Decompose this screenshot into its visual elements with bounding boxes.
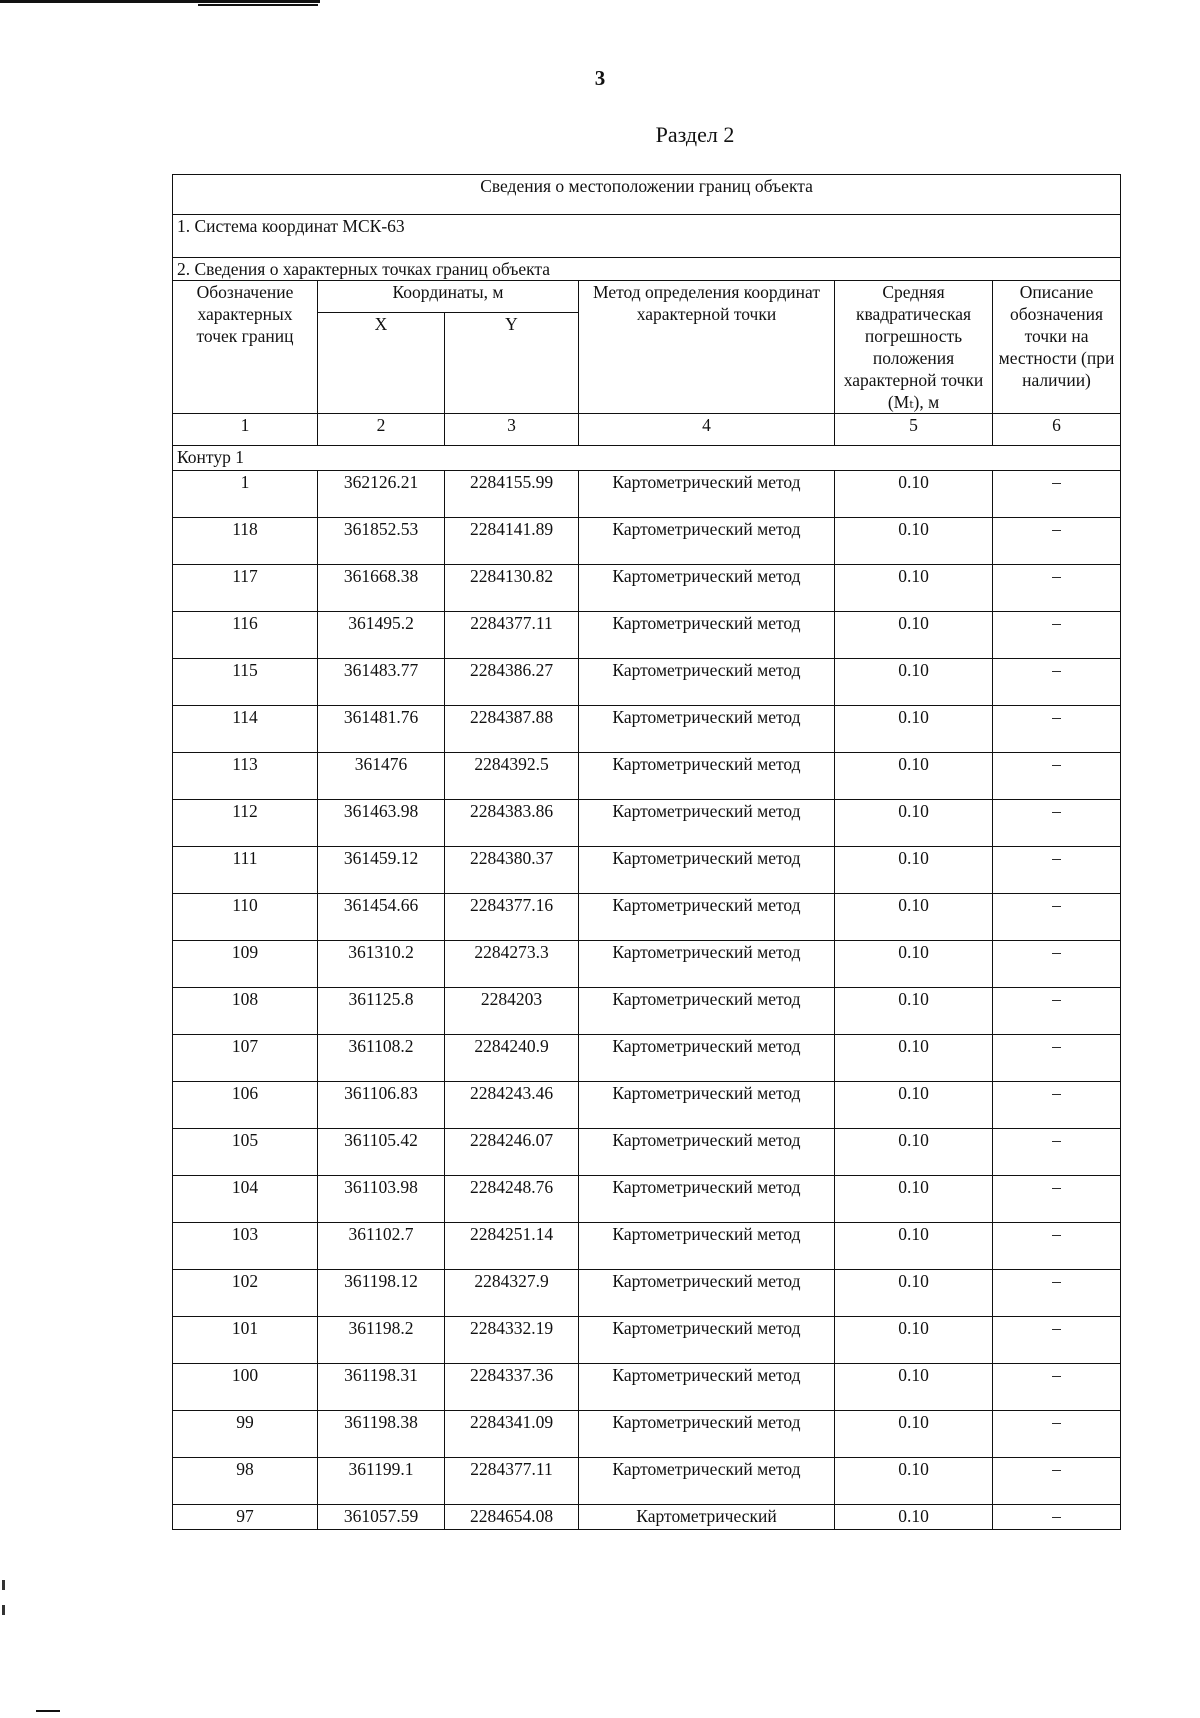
coord-y: 2284377.16 bbox=[445, 894, 579, 941]
mean-error: 0.10 bbox=[835, 1364, 993, 1411]
mean-error: 0.10 bbox=[835, 1035, 993, 1082]
point-description: – bbox=[993, 565, 1121, 612]
table-row bbox=[173, 518, 1121, 565]
coord-y: 2284654.08 bbox=[445, 1505, 579, 1530]
method: Картометрический метод bbox=[579, 847, 835, 894]
method: Картометрический метод bbox=[579, 565, 835, 612]
coord-x: 361198.31 bbox=[318, 1364, 445, 1411]
point-designation: 97 bbox=[173, 1505, 318, 1530]
point-description: – bbox=[993, 753, 1121, 800]
coord-x: 361483.77 bbox=[318, 659, 445, 706]
coord-x: 361495.2 bbox=[318, 612, 445, 659]
table-row bbox=[173, 471, 1121, 518]
point-designation: 108 bbox=[173, 988, 318, 1035]
mean-error: 0.10 bbox=[835, 565, 993, 612]
column-number: 4 bbox=[579, 414, 835, 446]
header-x: X bbox=[318, 313, 445, 414]
point-description: – bbox=[993, 1129, 1121, 1176]
column-number: 2 bbox=[318, 414, 445, 446]
table-row bbox=[173, 1082, 1121, 1129]
point-designation: 111 bbox=[173, 847, 318, 894]
coord-y: 2284246.07 bbox=[445, 1129, 579, 1176]
boundary-points-table bbox=[172, 174, 1121, 1530]
mean-error: 0.10 bbox=[835, 706, 993, 753]
point-description: – bbox=[993, 612, 1121, 659]
coord-x: 361476 bbox=[318, 753, 445, 800]
mean-error: 0.10 bbox=[835, 1223, 993, 1270]
mean-error: 0.10 bbox=[835, 471, 993, 518]
header-coordinates: Координаты, м bbox=[318, 281, 579, 313]
point-designation: 118 bbox=[173, 518, 318, 565]
point-description: – bbox=[993, 1176, 1121, 1223]
coord-x: 361668.38 bbox=[318, 565, 445, 612]
mean-error: 0.10 bbox=[835, 1505, 993, 1530]
coord-x: 361481.76 bbox=[318, 706, 445, 753]
coord-y: 2284243.46 bbox=[445, 1082, 579, 1129]
coord-x: 361198.38 bbox=[318, 1411, 445, 1458]
coord-x: 361310.2 bbox=[318, 941, 445, 988]
point-description: – bbox=[993, 894, 1121, 941]
method: Картометрический метод bbox=[579, 612, 835, 659]
table-title: Сведения о местоположении границ объекта bbox=[173, 175, 1121, 215]
point-description: – bbox=[993, 1082, 1121, 1129]
mean-error: 0.10 bbox=[835, 1458, 993, 1505]
point-designation: 99 bbox=[173, 1411, 318, 1458]
table-row bbox=[173, 847, 1121, 894]
point-designation: 1 bbox=[173, 471, 318, 518]
method: Картометрический bbox=[579, 1505, 835, 1530]
table-row bbox=[173, 1035, 1121, 1082]
point-description: – bbox=[993, 1505, 1121, 1530]
column-number: 5 bbox=[835, 414, 993, 446]
point-description: – bbox=[993, 941, 1121, 988]
table-row bbox=[173, 1505, 1121, 1530]
point-designation: 116 bbox=[173, 612, 318, 659]
scan-top-mark bbox=[198, 4, 318, 6]
coord-x: 361125.8 bbox=[318, 988, 445, 1035]
table-row bbox=[173, 800, 1121, 847]
mean-error: 0.10 bbox=[835, 800, 993, 847]
table-row bbox=[173, 1458, 1121, 1505]
coord-y: 2284273.3 bbox=[445, 941, 579, 988]
method: Картометрический метод bbox=[579, 1270, 835, 1317]
coord-y: 2284341.09 bbox=[445, 1411, 579, 1458]
point-designation: 103 bbox=[173, 1223, 318, 1270]
method: Картометрический метод bbox=[579, 1082, 835, 1129]
point-designation: 105 bbox=[173, 1129, 318, 1176]
method: Картометрический метод bbox=[579, 1176, 835, 1223]
table-row bbox=[173, 1270, 1121, 1317]
header-description: Описание обозначения точки на местности (при наличии) bbox=[993, 281, 1121, 414]
method: Картометрический метод bbox=[579, 753, 835, 800]
coord-y: 2284141.89 bbox=[445, 518, 579, 565]
point-designation: 109 bbox=[173, 941, 318, 988]
scan-margin-mark bbox=[2, 1605, 5, 1615]
table-row bbox=[173, 565, 1121, 612]
scan-bottom-mark bbox=[36, 1710, 60, 1712]
table-row bbox=[173, 1317, 1121, 1364]
contour-label: Контур 1 bbox=[173, 446, 1121, 471]
coord-x: 361198.12 bbox=[318, 1270, 445, 1317]
scan-margin-mark bbox=[2, 1580, 5, 1590]
mean-error: 0.10 bbox=[835, 988, 993, 1035]
point-description: – bbox=[993, 1458, 1121, 1505]
mean-error: 0.10 bbox=[835, 1317, 993, 1364]
coord-x: 361459.12 bbox=[318, 847, 445, 894]
mean-error: 0.10 bbox=[835, 518, 993, 565]
method: Картометрический метод bbox=[579, 471, 835, 518]
method: Картометрический метод bbox=[579, 1035, 835, 1082]
header-error: Средняя квадратическая погрешность положения характерной точки (Mₜ), м bbox=[835, 281, 993, 414]
mean-error: 0.10 bbox=[835, 1411, 993, 1458]
coord-y: 2284383.86 bbox=[445, 800, 579, 847]
coord-y: 2284377.11 bbox=[445, 1458, 579, 1505]
table-row bbox=[173, 753, 1121, 800]
coord-y: 2284248.76 bbox=[445, 1176, 579, 1223]
point-designation: 117 bbox=[173, 565, 318, 612]
method: Картометрический метод bbox=[579, 800, 835, 847]
coord-x: 361463.98 bbox=[318, 800, 445, 847]
method: Картометрический метод bbox=[579, 1317, 835, 1364]
coord-y: 2284155.99 bbox=[445, 471, 579, 518]
method: Картометрический метод bbox=[579, 1411, 835, 1458]
coordinate-system: 1. Система координат МСК-63 bbox=[173, 215, 1121, 258]
point-designation: 104 bbox=[173, 1176, 318, 1223]
method: Картометрический метод bbox=[579, 1364, 835, 1411]
method: Картометрический метод bbox=[579, 1458, 835, 1505]
table-row bbox=[173, 1176, 1121, 1223]
header-y: Y bbox=[445, 313, 579, 414]
coord-y: 2284130.82 bbox=[445, 565, 579, 612]
point-description: – bbox=[993, 1035, 1121, 1082]
mean-error: 0.10 bbox=[835, 753, 993, 800]
point-description: – bbox=[993, 1317, 1121, 1364]
coord-x: 361103.98 bbox=[318, 1176, 445, 1223]
coord-y: 2284251.14 bbox=[445, 1223, 579, 1270]
point-description: – bbox=[993, 847, 1121, 894]
point-description: – bbox=[993, 659, 1121, 706]
coord-x: 362126.21 bbox=[318, 471, 445, 518]
point-description: – bbox=[993, 471, 1121, 518]
mean-error: 0.10 bbox=[835, 1176, 993, 1223]
coord-y: 2284327.9 bbox=[445, 1270, 579, 1317]
point-description: – bbox=[993, 988, 1121, 1035]
coord-y: 2284377.11 bbox=[445, 612, 579, 659]
header-point-designation: Обозначение характерных точек границ bbox=[173, 281, 318, 414]
point-description: – bbox=[993, 1270, 1121, 1317]
method: Картометрический метод bbox=[579, 1129, 835, 1176]
point-designation: 100 bbox=[173, 1364, 318, 1411]
point-designation: 112 bbox=[173, 800, 318, 847]
coord-x: 361105.42 bbox=[318, 1129, 445, 1176]
point-description: – bbox=[993, 1223, 1121, 1270]
point-designation: 115 bbox=[173, 659, 318, 706]
scan-top-mark bbox=[0, 0, 320, 3]
table-row bbox=[173, 1411, 1121, 1458]
mean-error: 0.10 bbox=[835, 1082, 993, 1129]
point-designation: 106 bbox=[173, 1082, 318, 1129]
table-row bbox=[173, 941, 1121, 988]
header-method: Метод определения координат характерной точки bbox=[579, 281, 835, 414]
point-description: – bbox=[993, 706, 1121, 753]
coord-y: 2284380.37 bbox=[445, 847, 579, 894]
coord-x: 361057.59 bbox=[318, 1505, 445, 1530]
mean-error: 0.10 bbox=[835, 941, 993, 988]
mean-error: 0.10 bbox=[835, 659, 993, 706]
table-row bbox=[173, 1223, 1121, 1270]
mean-error: 0.10 bbox=[835, 1129, 993, 1176]
point-designation: 102 bbox=[173, 1270, 318, 1317]
table-row bbox=[173, 894, 1121, 941]
coord-y: 2284203 bbox=[445, 988, 579, 1035]
coord-x: 361199.1 bbox=[318, 1458, 445, 1505]
section-title: Раздел 2 bbox=[655, 122, 735, 147]
coord-x: 361198.2 bbox=[318, 1317, 445, 1364]
table-row bbox=[173, 1364, 1121, 1411]
coord-y: 2284337.36 bbox=[445, 1364, 579, 1411]
table-row bbox=[173, 659, 1121, 706]
coord-y: 2284240.9 bbox=[445, 1035, 579, 1082]
coord-y: 2284386.27 bbox=[445, 659, 579, 706]
point-description: – bbox=[993, 1411, 1121, 1458]
method: Картометрический метод bbox=[579, 1223, 835, 1270]
point-designation: 107 bbox=[173, 1035, 318, 1082]
method: Картометрический метод bbox=[579, 659, 835, 706]
coord-x: 361106.83 bbox=[318, 1082, 445, 1129]
point-designation: 98 bbox=[173, 1458, 318, 1505]
point-designation: 101 bbox=[173, 1317, 318, 1364]
point-description: – bbox=[993, 1364, 1121, 1411]
subsection-title: 2. Сведения о характерных точках границ объекта bbox=[173, 258, 1121, 281]
coord-y: 2284392.5 bbox=[445, 753, 579, 800]
method: Картометрический метод bbox=[579, 941, 835, 988]
point-designation: 114 bbox=[173, 706, 318, 753]
column-number: 6 bbox=[993, 414, 1121, 446]
table-row bbox=[173, 612, 1121, 659]
method: Картометрический метод bbox=[579, 894, 835, 941]
method: Картометрический метод bbox=[579, 706, 835, 753]
mean-error: 0.10 bbox=[835, 894, 993, 941]
column-number: 3 bbox=[445, 414, 579, 446]
coord-x: 361108.2 bbox=[318, 1035, 445, 1082]
coord-y: 2284387.88 bbox=[445, 706, 579, 753]
point-description: – bbox=[993, 518, 1121, 565]
coord-x: 361102.7 bbox=[318, 1223, 445, 1270]
point-designation: 110 bbox=[173, 894, 318, 941]
method: Картометрический метод bbox=[579, 518, 835, 565]
mean-error: 0.10 bbox=[835, 612, 993, 659]
coord-x: 361852.53 bbox=[318, 518, 445, 565]
point-description: – bbox=[993, 800, 1121, 847]
coord-y: 2284332.19 bbox=[445, 1317, 579, 1364]
column-number: 1 bbox=[173, 414, 318, 446]
point-designation: 113 bbox=[173, 753, 318, 800]
coord-x: 361454.66 bbox=[318, 894, 445, 941]
mean-error: 0.10 bbox=[835, 1270, 993, 1317]
table-row bbox=[173, 706, 1121, 753]
page-number: 3 bbox=[594, 66, 606, 90]
mean-error: 0.10 bbox=[835, 847, 993, 894]
method: Картометрический метод bbox=[579, 988, 835, 1035]
table-row bbox=[173, 1129, 1121, 1176]
table-row bbox=[173, 988, 1121, 1035]
